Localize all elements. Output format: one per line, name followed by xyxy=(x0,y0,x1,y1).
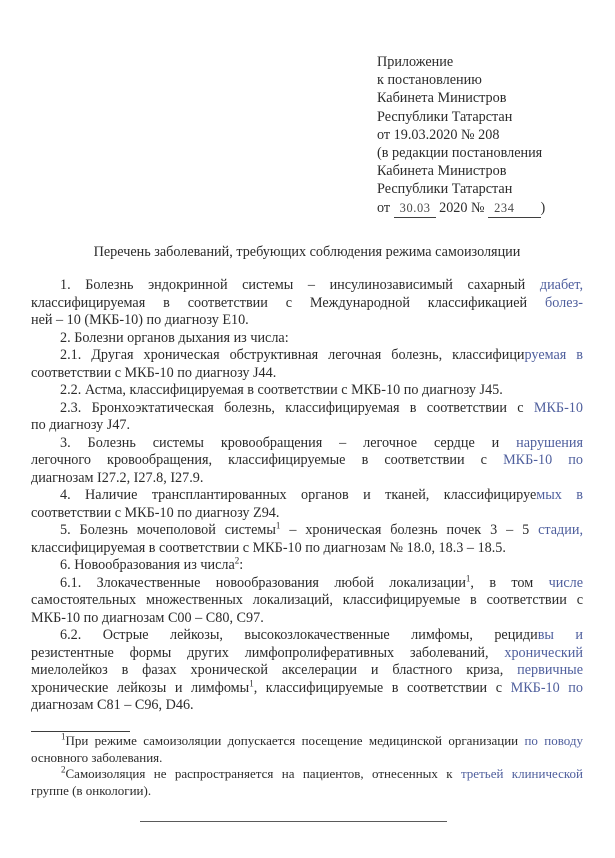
body-line xyxy=(31,505,583,523)
text-run: , в том xyxy=(470,574,549,591)
body-line xyxy=(31,330,583,348)
body-line xyxy=(31,645,583,663)
body-line xyxy=(31,572,584,593)
paragraph xyxy=(31,487,583,522)
body-line xyxy=(31,417,583,435)
text-run: хронические лейкозы и лимфомы xyxy=(31,679,250,696)
document-body xyxy=(31,277,583,715)
text-run: вы и xyxy=(537,627,583,643)
text-run: МКБ-10 по xyxy=(510,679,583,696)
text-run: МКБ-10 по xyxy=(503,452,583,468)
body-line xyxy=(31,540,583,558)
text-run: 4. Наличие трансплантированных органов и тканей, классифицируе xyxy=(60,487,537,503)
approval-header-line: Кабинета Министров xyxy=(377,90,507,107)
text-run: Самоизоляция не распространяется на пациентов, отнесенных к xyxy=(65,766,461,782)
text-run: мых в xyxy=(536,487,583,503)
text-run: диагнозам C81 – C96, D46. xyxy=(31,697,194,713)
footnote-line xyxy=(31,750,583,767)
footnote-marker: 1 xyxy=(465,572,471,583)
text-run: 2. Болезни органов дыхания из числа: xyxy=(60,329,289,346)
paragraph xyxy=(31,330,583,348)
footnote-marker: 1 xyxy=(275,520,281,531)
body-line xyxy=(31,662,583,680)
text-run: 6. Новообразования из числа xyxy=(60,557,235,573)
text-run: основного заболевания. xyxy=(31,749,163,765)
text-run: МКБ-10 xyxy=(533,399,583,416)
text-run: резистентные формы других лимфопролиферативных заболеваний, xyxy=(31,644,505,661)
amended-suffix: ) xyxy=(540,199,546,216)
body-line xyxy=(31,697,583,715)
approval-header-line: от 19.03.2020 № 208 xyxy=(377,126,500,143)
text-run: 1. Болезнь эндокринной системы – инсулинозависимый сахарный xyxy=(60,277,540,293)
text-run: , классифицируемые в соответствии с xyxy=(253,679,511,696)
footnote-marker: 1 xyxy=(61,731,66,742)
approval-header-line: Кабинета Министров xyxy=(377,163,507,180)
body-line xyxy=(31,452,583,470)
paragraph xyxy=(31,522,583,557)
body-line xyxy=(31,382,583,400)
body-line xyxy=(31,627,583,645)
text-run: классифицируемая в соответствии с Международной классификацией xyxy=(31,294,545,311)
text-run: 5. Болезнь мочеполовой системы xyxy=(60,522,276,538)
text-run: миелолейкоз в фазах хронической акселерации и бластного криза, xyxy=(31,662,518,678)
paragraph xyxy=(31,766,583,799)
text-run: легочного кровообращения, классифицируемые в соответствии с xyxy=(31,452,504,468)
bottom-separator xyxy=(140,821,447,822)
body-line xyxy=(31,400,583,418)
text-run: диагнозам I27.2, I27.8, I27.9. xyxy=(31,469,204,486)
approval-header-line: (в редакции постановления xyxy=(377,144,543,161)
text-run: – хроническая болезнь почек 3 – 5 xyxy=(280,522,539,538)
paragraph xyxy=(31,627,583,715)
text-run: по диагнозу J47. xyxy=(31,417,131,433)
body-line xyxy=(31,277,583,295)
footnote-marker: 2 xyxy=(234,555,240,566)
body-line xyxy=(31,677,583,698)
text-run: хронический xyxy=(504,644,583,661)
paragraph xyxy=(31,277,583,330)
paragraph xyxy=(31,400,583,435)
body-line xyxy=(31,435,583,453)
body-line xyxy=(31,610,583,628)
body-line xyxy=(31,522,583,540)
text-run: 6.2. Острые лейкозы, высокозлокачественные лимфомы, рециди xyxy=(60,627,538,643)
approval-header-line: к постановлению xyxy=(377,72,482,89)
paragraph xyxy=(31,572,584,628)
text-run: 2.3. Бронхоэктатическая болезнь, классифицируемая в соответствии с xyxy=(60,399,534,416)
text-run: При режиме самоизоляции допускается посещение медицинской организации xyxy=(65,733,525,748)
footnote-line xyxy=(31,766,583,783)
body-line xyxy=(31,312,583,330)
body-line xyxy=(31,592,583,610)
text-run: соответствии с МКБ-10 по диагнозу Z94. xyxy=(31,504,280,521)
amended-prefix: от xyxy=(377,199,391,216)
footnote-marker: 2 xyxy=(61,764,66,775)
approval-header-line: Приложение xyxy=(377,54,454,70)
handwritten-date: 30.03 xyxy=(394,199,436,218)
text-run: 6.1. Злокачественные новообразования любой локализации xyxy=(60,574,466,591)
handwritten-number: 234 xyxy=(488,199,540,218)
text-run: ней – 10 (МКБ-10) по диагнозу E10. xyxy=(31,312,249,328)
approval-amended-line xyxy=(377,199,545,217)
text-run: болез- xyxy=(544,294,583,311)
text-run: по поводу xyxy=(524,733,584,748)
document-title: Перечень заболеваний, требующих соблюдения режима самоизоляции xyxy=(93,244,521,260)
body-line xyxy=(31,347,583,365)
footnote-marker: 1 xyxy=(249,677,254,688)
text-run: самостоятельных множественных локализаций, классифицируемые в соответствии с xyxy=(31,592,583,608)
body-line xyxy=(31,487,583,505)
text-run: стадии, xyxy=(538,522,583,538)
text-run: руемая в xyxy=(524,347,583,363)
footnotes xyxy=(31,733,583,799)
body-line xyxy=(31,295,583,313)
text-run: соответствии с МКБ-10 по диагнозу J44. xyxy=(31,364,277,381)
text-run: первичные xyxy=(517,662,583,678)
text-run: нарушения xyxy=(516,434,583,451)
amended-middle: 2020 № xyxy=(439,199,485,216)
text-run: 3. Болезнь системы кровообращения – легочное сердце и xyxy=(60,434,517,451)
paragraph xyxy=(31,382,583,400)
approval-header-line: Республики Татарстан xyxy=(377,181,513,198)
text-run: группе (в онкологии). xyxy=(31,782,152,798)
paragraph xyxy=(31,557,583,575)
text-run: классифицируемая в соответствии с МКБ-10 по диагнозам № 18.0, 18.3 – 18.5. xyxy=(31,539,506,556)
paragraph xyxy=(31,347,583,382)
body-line xyxy=(31,470,583,488)
footnote-line xyxy=(31,783,583,800)
footnote-separator xyxy=(31,731,130,732)
text-run: МКБ-10 по диагнозам C00 – C80, C97. xyxy=(31,609,264,626)
text-run: третьей клинической xyxy=(460,766,583,782)
body-line xyxy=(31,557,583,575)
approval-header xyxy=(377,53,545,217)
body-line xyxy=(31,365,583,383)
paragraph xyxy=(31,733,583,766)
text-run: диабет, xyxy=(539,277,583,293)
footnote-line xyxy=(31,733,583,750)
paragraph xyxy=(31,435,583,488)
text-run: : xyxy=(239,557,244,573)
text-run: 2.2. Астма, классифицируемая в соответствии с МКБ-10 по диагнозу J45. xyxy=(60,382,503,398)
text-run: 2.1. Другая хроническая обструктивная легочная болезнь, классифици xyxy=(60,347,525,363)
approval-header-line: Республики Татарстан xyxy=(377,108,513,125)
text-run: числе xyxy=(548,574,584,591)
